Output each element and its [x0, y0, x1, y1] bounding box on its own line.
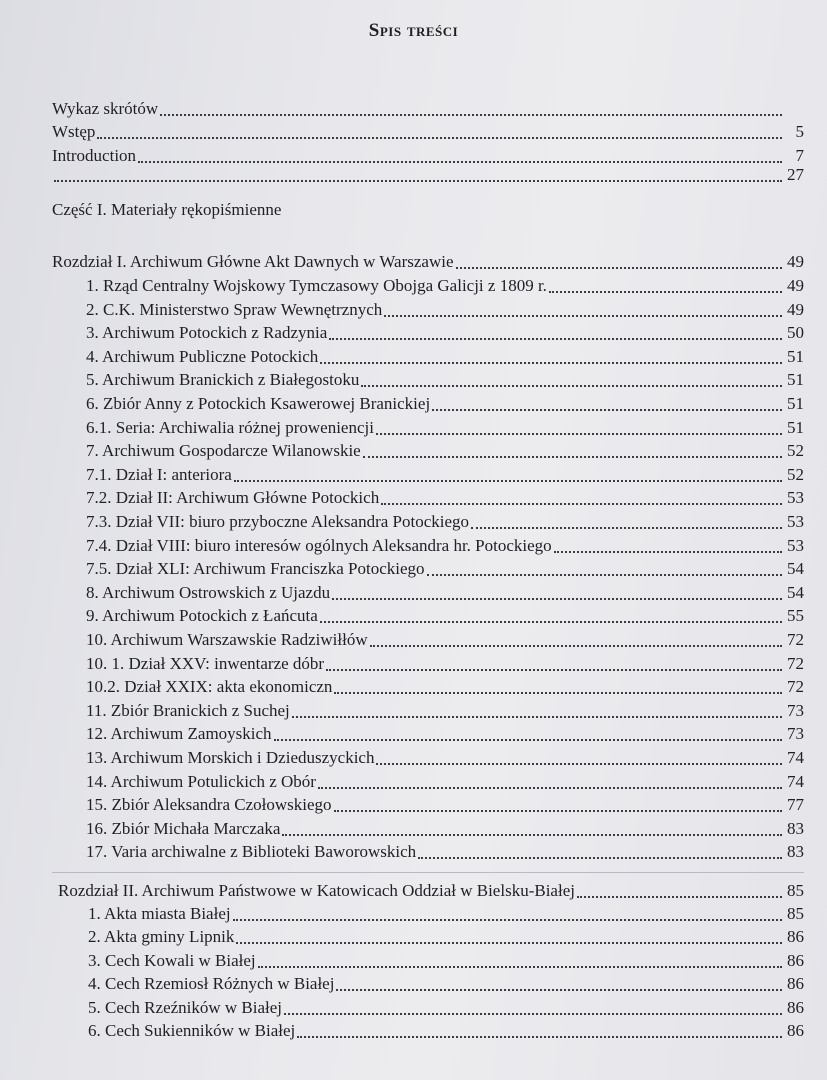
entry-label: 14. Archiwum Potulickich z Obór — [86, 771, 316, 791]
toc-entry[interactable] — [86, 346, 804, 368]
toc-entry[interactable] — [86, 511, 804, 533]
leader-dots — [432, 393, 782, 411]
toc-entry[interactable] — [88, 926, 804, 948]
toc-entry[interactable] — [86, 723, 804, 745]
toc-entry-abbreviations[interactable] — [52, 98, 804, 120]
leader-dots — [282, 818, 782, 836]
leader-dots — [384, 299, 782, 317]
leader-dots — [54, 164, 782, 182]
toc-entry-introduction-pl[interactable] — [52, 121, 804, 143]
leader-dots — [236, 926, 782, 944]
leader-dots — [376, 747, 782, 765]
entry-label: 10. 1. Dział XXV: inwentarze dóbr — [86, 653, 325, 673]
entry-label: 7.4. Dział VIII: biuro interesów ogólnych Aleksandra hr. Potockiego — [86, 535, 552, 555]
toc-entry[interactable] — [86, 487, 804, 509]
toc-entry[interactable] — [86, 676, 804, 698]
leader-dots — [320, 346, 782, 364]
toc-entry[interactable] — [88, 1020, 804, 1042]
entry-page: 83 — [787, 818, 804, 838]
leader-dots — [284, 997, 782, 1015]
leader-dots — [361, 369, 782, 387]
leader-dots — [97, 121, 782, 139]
entry-label: 13. Archiwum Morskich i Dzieduszyckich — [86, 748, 375, 767]
entry-label: 3. Archiwum Potockich z Radzynia — [86, 323, 328, 343]
toc-entry[interactable] — [86, 771, 804, 793]
entry-label: Rozdział I. Archiwum Główne Akt Dawnych w Warszawie — [52, 252, 454, 271]
entry-label: 10.2. Dział XXIX: akta ekonomiczn — [86, 677, 333, 697]
toc-entry[interactable] — [86, 417, 804, 439]
leader-dots — [376, 417, 782, 435]
leader-dots — [297, 1020, 782, 1038]
toc-entry[interactable] — [86, 582, 804, 604]
entry-page: 5 — [795, 122, 804, 141]
chapter-heading-2[interactable] — [58, 880, 804, 902]
entry-page: 50 — [787, 323, 804, 343]
leader-dots — [160, 98, 782, 116]
entry-page: 55 — [787, 606, 804, 626]
leader-dots — [320, 605, 782, 623]
toc-entry-continuation[interactable] — [52, 164, 804, 186]
entry-label: 1. Rząd Centralny Wojskowy Tymczasowy Obojga Galicji z 1809 r. — [86, 276, 547, 295]
entry-page: 49 — [787, 276, 804, 295]
entry-label: 3. Cech Kowali w Białej — [88, 950, 256, 970]
toc-entry[interactable] — [86, 629, 804, 651]
entry-label: 6. Zbiór Anny z Potockich Ksawerowej Branickiej — [86, 394, 431, 413]
entry-page: 49 — [787, 299, 804, 319]
entry-page: 72 — [787, 630, 804, 649]
entry-label: 6. Cech Sukienników w Białej — [88, 1021, 296, 1040]
entry-label: Wstęp — [52, 122, 96, 141]
leader-dots — [554, 535, 782, 553]
entry-page: 86 — [787, 974, 804, 994]
entry-label: 6.1. Seria: Archiwalia różnej proweniencji — [86, 417, 374, 437]
entry-label: 2. Akta gminy Lipnik — [88, 927, 235, 947]
entry-page: 74 — [787, 771, 804, 791]
entry-label: 5. Archiwum Branickich z Białegostoku — [86, 370, 360, 390]
entry-label: 7. Archiwum Gospodarcze Wilanowskie — [86, 441, 361, 461]
part-heading: Część I. Materiały rękopiśmienne — [52, 200, 282, 219]
leader-dots — [427, 558, 782, 576]
leader-dots — [329, 322, 782, 340]
entry-page: 86 — [787, 927, 804, 947]
entry-label: 1. Akta miasta Białej — [88, 904, 231, 923]
toc-entry[interactable] — [86, 558, 804, 580]
entry-page: 51 — [787, 370, 804, 390]
entry-label: 11. Zbiór Branickich z Suchej — [86, 700, 290, 720]
leader-dots — [370, 629, 782, 647]
toc-entry[interactable] — [86, 440, 804, 462]
entry-page: 85 — [787, 904, 804, 923]
entry-page: 53 — [787, 535, 804, 555]
toc-entry[interactable] — [86, 535, 804, 557]
toc-entry[interactable] — [86, 464, 804, 486]
entry-page: 54 — [787, 582, 804, 602]
entry-label: 4. Cech Rzemiosł Różnych w Białej — [88, 974, 335, 994]
leader-dots — [334, 794, 782, 812]
entry-page: 27 — [787, 165, 804, 184]
entry-label: 7.2. Dział II: Archiwum Główne Potockich — [86, 488, 380, 508]
entry-label: 4. Archiwum Publiczne Potockich — [86, 346, 319, 366]
entry-label: 2. C.K. Ministerstwo Spraw Wewnętrznych — [86, 299, 383, 319]
toc-entry[interactable] — [88, 973, 804, 995]
entry-label: 12. Archiwum Zamoyskich — [86, 724, 272, 744]
entry-label: 7.1. Dział I: anteriora — [86, 464, 232, 484]
entry-label: 10. Archiwum Warszawskie Radziwiłłów — [86, 630, 368, 649]
toc-entry[interactable] — [86, 299, 804, 321]
section-divider — [52, 872, 804, 873]
leader-dots — [471, 511, 782, 529]
entry-label: 7.5. Dział XLI: Archiwum Franciszka Potockiego — [86, 559, 425, 579]
leader-dots — [336, 973, 782, 991]
entry-label: Rozdział II. Archiwum Państwowe w Katowicach Oddział w Bielsku-Białej — [58, 881, 575, 900]
toc-entry[interactable] — [88, 903, 804, 925]
leader-dots — [577, 880, 782, 898]
entry-label: 5. Cech Rzeźników w Białej — [88, 997, 283, 1017]
entry-page: 83 — [787, 842, 804, 862]
leader-dots — [234, 464, 782, 482]
entry-page: 52 — [787, 464, 804, 484]
leader-dots — [233, 903, 782, 921]
leader-dots — [292, 700, 782, 718]
entry-label: Introduction — [52, 146, 137, 165]
entry-label: 8. Archiwum Ostrowskich z Ujazdu — [86, 582, 331, 602]
toc-entry[interactable] — [88, 950, 804, 972]
entry-page: 49 — [787, 252, 804, 271]
leader-dots — [258, 950, 782, 968]
leader-dots — [381, 487, 782, 505]
entry-page: 54 — [787, 559, 804, 579]
toc-entry[interactable] — [86, 794, 804, 816]
entry-page: 86 — [787, 1021, 804, 1040]
toc-entry[interactable] — [86, 818, 804, 840]
entry-label: 15. Zbiór Aleksandra Czołowskiego — [86, 795, 332, 815]
entry-label: 9. Archiwum Potockich z Łańcuta — [86, 606, 318, 626]
leader-dots — [418, 841, 782, 859]
leader-dots — [363, 440, 782, 458]
leader-dots — [326, 653, 782, 671]
leader-dots — [318, 771, 782, 789]
toc-entry[interactable] — [88, 997, 804, 1019]
leader-dots — [138, 145, 782, 163]
leader-dots — [456, 251, 783, 269]
leader-dots — [549, 275, 782, 293]
toc-entry[interactable] — [86, 700, 804, 722]
toc-entry[interactable] — [86, 393, 804, 415]
toc-entry[interactable] — [86, 275, 804, 297]
entry-page: 53 — [787, 488, 804, 508]
toc-entry[interactable] — [86, 653, 804, 675]
entry-page: 74 — [787, 748, 804, 767]
entry-page: 73 — [787, 724, 804, 744]
entry-label: 7.3. Dział VII: biuro przyboczne Aleksandra Potockiego — [86, 512, 470, 531]
entry-label: Wykaz skrótów — [52, 99, 159, 118]
entry-label: 16. Zbiór Michała Marczaka — [86, 818, 281, 838]
entry-page: 86 — [787, 997, 804, 1017]
toc-entry[interactable] — [86, 322, 804, 344]
entry-page: 72 — [787, 653, 804, 673]
entry-page: 52 — [787, 441, 804, 461]
entry-page: 51 — [787, 417, 804, 437]
entry-page: 77 — [787, 795, 804, 815]
entry-page: 7 — [795, 146, 804, 165]
toc-entry[interactable] — [86, 605, 804, 627]
entry-page: 86 — [787, 950, 804, 970]
chapter-heading-1[interactable] — [52, 251, 804, 273]
leader-dots — [274, 723, 782, 741]
toc-entry[interactable] — [86, 369, 804, 391]
entry-page: 85 — [787, 881, 804, 900]
entry-label: 17. Varia archiwalne z Biblioteki Baworowskich — [86, 842, 417, 862]
entry-page: 72 — [787, 677, 804, 697]
entry-page: 53 — [787, 512, 804, 531]
entry-page: 73 — [787, 700, 804, 720]
toc-entry[interactable] — [86, 841, 804, 863]
leader-dots — [334, 676, 782, 694]
entry-page: 51 — [787, 394, 804, 413]
entry-page: 51 — [787, 346, 804, 366]
toc-entry[interactable] — [86, 747, 804, 769]
page-title: Spis treści — [368, 20, 459, 41]
leader-dots — [332, 582, 782, 600]
